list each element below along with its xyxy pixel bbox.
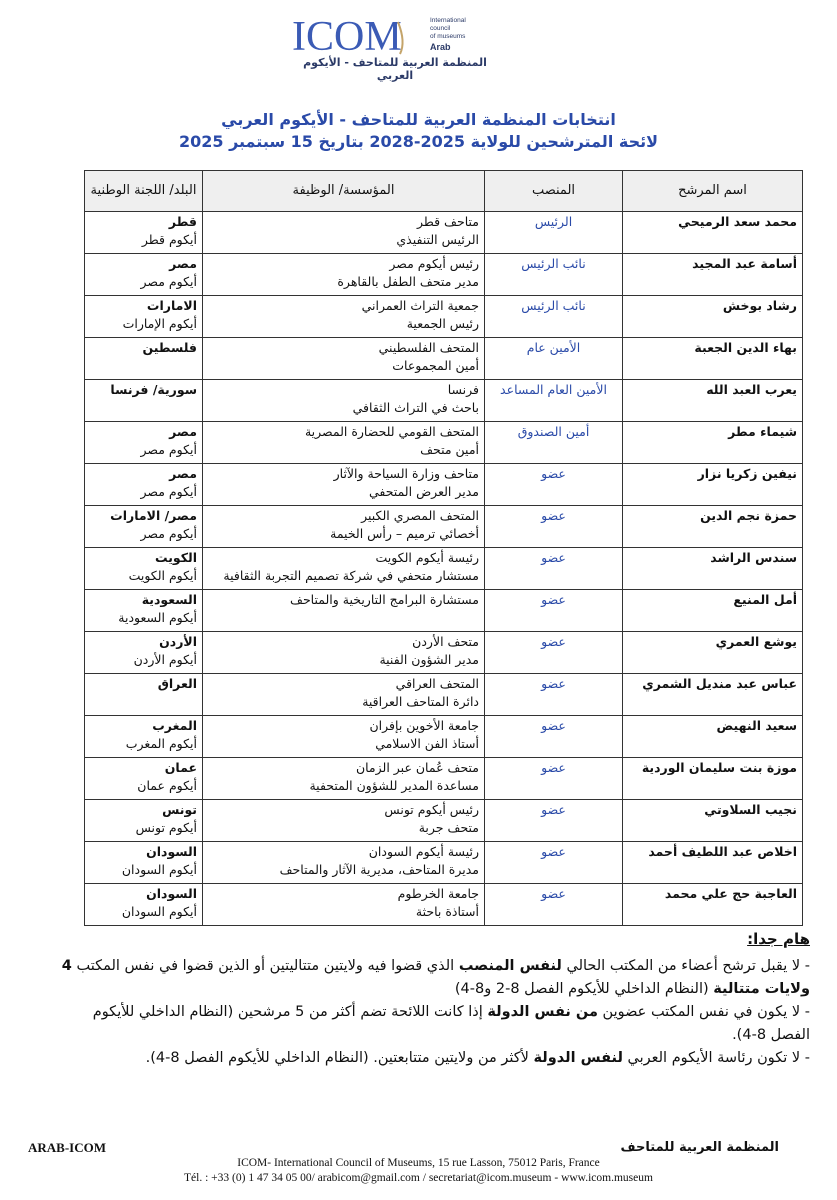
national-committee: أيكوم السودان [121,862,197,877]
org-line2: الرئيس التنفيذي [396,232,479,247]
org-line1: المتحف القومي للحضارة المصرية [304,424,479,439]
candidate-country [85,506,203,548]
candidate-country [85,674,203,716]
candidates-table [84,170,803,926]
candidate-org [203,464,485,506]
org-line1: المتحف المصري الكبير [361,508,479,523]
candidate-country [85,254,203,296]
org-line2: دائرة المتاحف العراقية [362,694,479,709]
org-line1: جامعة الخرطوم [397,886,479,901]
org-line2: مديرة المتاحف، مديرية الآثار والمتاحف [279,862,479,877]
candidate-country [85,548,203,590]
country-name: عمان [164,760,197,775]
candidate-country [85,422,203,464]
candidate-country [85,758,203,800]
candidate-country [85,296,203,338]
candidate-name: عباس عبد منديل الشمري [623,674,803,716]
table-row [85,632,803,674]
page-title: انتخابات المنظمة العربية للمتاحف - الأيكوم العربي [221,110,616,129]
candidate-name: شيماء مطر [623,422,803,464]
header-position: المنصب [485,171,623,212]
header-name: اسم المرشح [623,171,803,212]
org-line1: جمعية التراث العمراني [361,298,479,313]
candidate-org [203,842,485,884]
country-name: مصر [169,466,197,481]
candidate-name: نجيب السلاوتي [623,800,803,842]
country-name: سورية/ فرنسا [110,382,197,397]
candidate-org [203,884,485,926]
logo-graphic [290,10,490,60]
candidate-position: نائب الرئيس [485,296,623,338]
candidate-country [85,338,203,380]
org-line1: متاحف قطر [416,214,479,229]
table-header-row [85,171,803,212]
candidate-name: اخلاص عبد اللطيف أحمد [623,842,803,884]
org-line2: مستشار متحفي في شركة تصميم التجربة الثقافية [223,568,479,583]
note-item: - لا يقبل ترشح أعضاء من المكتب الحالي لنفس المنصب الذي قضوا فيه ولايتين متتاليتين أو الذين قضوا في نفس المكتب 4 ولايات متتالية (النظام الداخلي للأيكوم الفصل 8-2 و8-4) [61,958,810,997]
country-name: الكويت [154,550,197,565]
table-row [85,590,803,632]
org-line1: متحف الأردن [412,634,479,649]
candidate-position: الأمين عام [485,338,623,380]
candidate-country [85,842,203,884]
org-line2: متحف جربة [418,820,479,835]
org-line1: مستشارة البرامج التاريخية والمتاحف [290,592,479,607]
org-line2: باحث في التراث الثقافي [352,400,479,415]
table-row [85,800,803,842]
candidate-country [85,632,203,674]
header-org: المؤسسة/ الوظيفة [203,171,485,212]
national-committee: أيكوم قطر [141,232,197,247]
org-line1: رئيسة أيكوم السودان [368,844,479,859]
candidate-country [85,716,203,758]
candidate-position: عضو [485,506,623,548]
footer-english-org: ARAB-ICOM [28,1140,106,1155]
country-name: مصر [169,424,197,439]
country-name: الأردن [159,634,197,649]
org-line2: مدير العرض المتحفي [369,484,479,499]
table-row [85,758,803,800]
org-line1: متاحف وزارة السياحة والآثار [333,466,479,481]
org-line2: رئيس الجمعية [406,316,479,331]
org-line1: رئيس أيكوم مصر [389,256,479,271]
table-row [85,338,803,380]
country-name: فلسطين [142,340,197,355]
candidate-position: عضو [485,842,623,884]
candidate-country [85,884,203,926]
national-committee: أيكوم المغرب [125,736,197,751]
country-name: السودان [146,844,197,859]
candidate-name: يعرب العبد الله [623,380,803,422]
org-line2: أخصائي ترميم – رأس الخيمة [330,526,479,541]
logo-side-line1: International [430,17,466,24]
candidate-name: رشاد بوخش [623,296,803,338]
candidate-org [203,296,485,338]
candidate-position: عضو [485,548,623,590]
org-line2: مدير الشؤون الفنية [379,652,479,667]
candidate-country [85,464,203,506]
table-row [85,212,803,254]
footer-arabic-org: المنظمة العربية للمتاحف [620,1140,779,1155]
country-name: العراق [157,676,197,691]
candidate-position: عضو [485,758,623,800]
national-committee: أيكوم مصر [140,484,197,499]
candidate-position: أمين الصندوق [485,422,623,464]
table-row [85,380,803,422]
org-line1: المتحف الفلسطيني [378,340,479,355]
national-committee: أيكوم مصر [140,442,197,457]
org-line2: أمين المجموعات [392,358,479,373]
note-item: - لا تكون رئاسة الأيكوم العربي لنفس الدولة لأكثر من ولايتين متتابعتين. (النظام الداخلي للأيكوم الفصل 8-4). [145,1050,810,1066]
org-line1: رئيس أيكوم تونس [384,802,479,817]
logo-arabic-text: المنظمة العربية للمتاحف - الأيكوم العربي [303,56,487,82]
candidate-org [203,422,485,464]
org-line2: مدير متحف الطفل بالقاهرة [337,274,479,289]
footer-contact: Tél. : +33 (0) 1 47 34 05 00/ arabicom@gmail.com / secretariat@icom.museum - www.icom.museum [184,1172,653,1184]
table-row [85,254,803,296]
country-name: تونس [162,802,197,817]
candidate-position: عضو [485,632,623,674]
country-name: المغرب [152,718,197,733]
table-row [85,716,803,758]
footer-address: ICOM- International Council of Museums, 15 rue Lasson, 75012 Paris, France [237,1157,600,1169]
candidate-org [203,758,485,800]
country-name: الامارات [146,298,197,313]
table-row [85,506,803,548]
candidate-org [203,506,485,548]
table-row [85,674,803,716]
candidate-name: موزة بنت سليمان الوردية [623,758,803,800]
candidate-position: عضو [485,716,623,758]
candidate-name: العاجبة حج علي محمد [623,884,803,926]
org-line2: أستاذ الفن الاسلامي [375,736,479,751]
candidate-org [203,674,485,716]
national-committee: أيكوم السودان [121,904,197,919]
org-line1: فرنسا [447,382,479,397]
candidate-org [203,632,485,674]
candidate-position: الرئيس [485,212,623,254]
logo-side-line2: council [430,25,451,32]
national-committee: أيكوم السعودية [118,610,197,625]
candidate-org [203,716,485,758]
candidate-org [203,338,485,380]
icom-arab-logo [290,10,490,82]
candidate-name: سعيد النهيض [623,716,803,758]
candidate-org [203,548,485,590]
org-line1: جامعة الأخوين بإفران [369,718,479,733]
country-name: مصر/ الامارات [110,508,197,523]
national-committee: أيكوم الإمارات [122,316,197,331]
candidate-org [203,590,485,632]
logo-side-line4: Arab [430,42,451,52]
national-committee: أيكوم عمان [137,778,197,793]
candidate-name: حمزة نجم الدين [623,506,803,548]
logo-side-line3: of museums [430,33,466,40]
page-subtitle: لائحة المترشحين للولاية 2025-2028 بتاريخ 15 سبتمبر 2025 [178,132,659,151]
candidate-name: سندس الراشد [623,548,803,590]
candidate-position: عضو [485,464,623,506]
candidate-name: محمد سعد الرميحي [623,212,803,254]
candidate-name: نيفين زكريا نزار [623,464,803,506]
candidate-name: بهاء الدين الجعبة [623,338,803,380]
table-row [85,548,803,590]
header-country: البلد/ اللجنة الوطنية [85,171,203,212]
candidate-org [203,380,485,422]
candidate-position: عضو [485,674,623,716]
candidate-country [85,800,203,842]
candidate-org [203,212,485,254]
table-row [85,842,803,884]
candidate-position: عضو [485,884,623,926]
candidate-country [85,380,203,422]
table-row [85,296,803,338]
candidate-position: عضو [485,590,623,632]
candidate-position: نائب الرئيس [485,254,623,296]
candidate-org [203,254,485,296]
org-line1: متحف عُمان عبر الزمان [355,760,479,775]
logo-main-text: ICOM [292,14,402,60]
candidate-name: يوشع العمري [623,632,803,674]
candidate-country [85,212,203,254]
country-name: السودان [146,886,197,901]
candidate-org [203,800,485,842]
candidate-position: الأمين العام المساعد [485,380,623,422]
candidate-name: أمل المنيع [623,590,803,632]
org-line2: أمين متحف [420,442,479,457]
country-name: قطر [168,214,197,229]
table-row [85,884,803,926]
org-line1: رئيسة أيكوم الكويت [375,550,479,565]
note-item: - لا يكون في نفس المكتب عضوين من نفس الدولة إذا كانت اللائحة تضم أكثر من 5 مرشحين (النظام الداخلي للأيكوم الفصل 8-4). [92,1004,810,1043]
table-row [85,422,803,464]
org-line2: أستاذة باحثة [415,904,479,919]
national-committee: أيكوم مصر [140,526,197,541]
national-committee: أيكوم الكويت [128,568,197,583]
candidate-name: أسامة عبد المجيد [623,254,803,296]
candidate-position: عضو [485,800,623,842]
table-row [85,464,803,506]
national-committee: أيكوم تونس [135,820,197,835]
org-line2: مساعدة المدير للشؤون المتحفية [309,778,479,793]
country-name: السعودية [141,592,197,607]
country-name: مصر [169,256,197,271]
candidate-country [85,590,203,632]
notes-heading: هام جدا: [747,930,810,948]
org-line1: المتحف العراقي [395,676,479,691]
important-notes [58,928,810,1070]
national-committee: أيكوم الأردن [133,652,197,667]
national-committee: أيكوم مصر [140,274,197,289]
